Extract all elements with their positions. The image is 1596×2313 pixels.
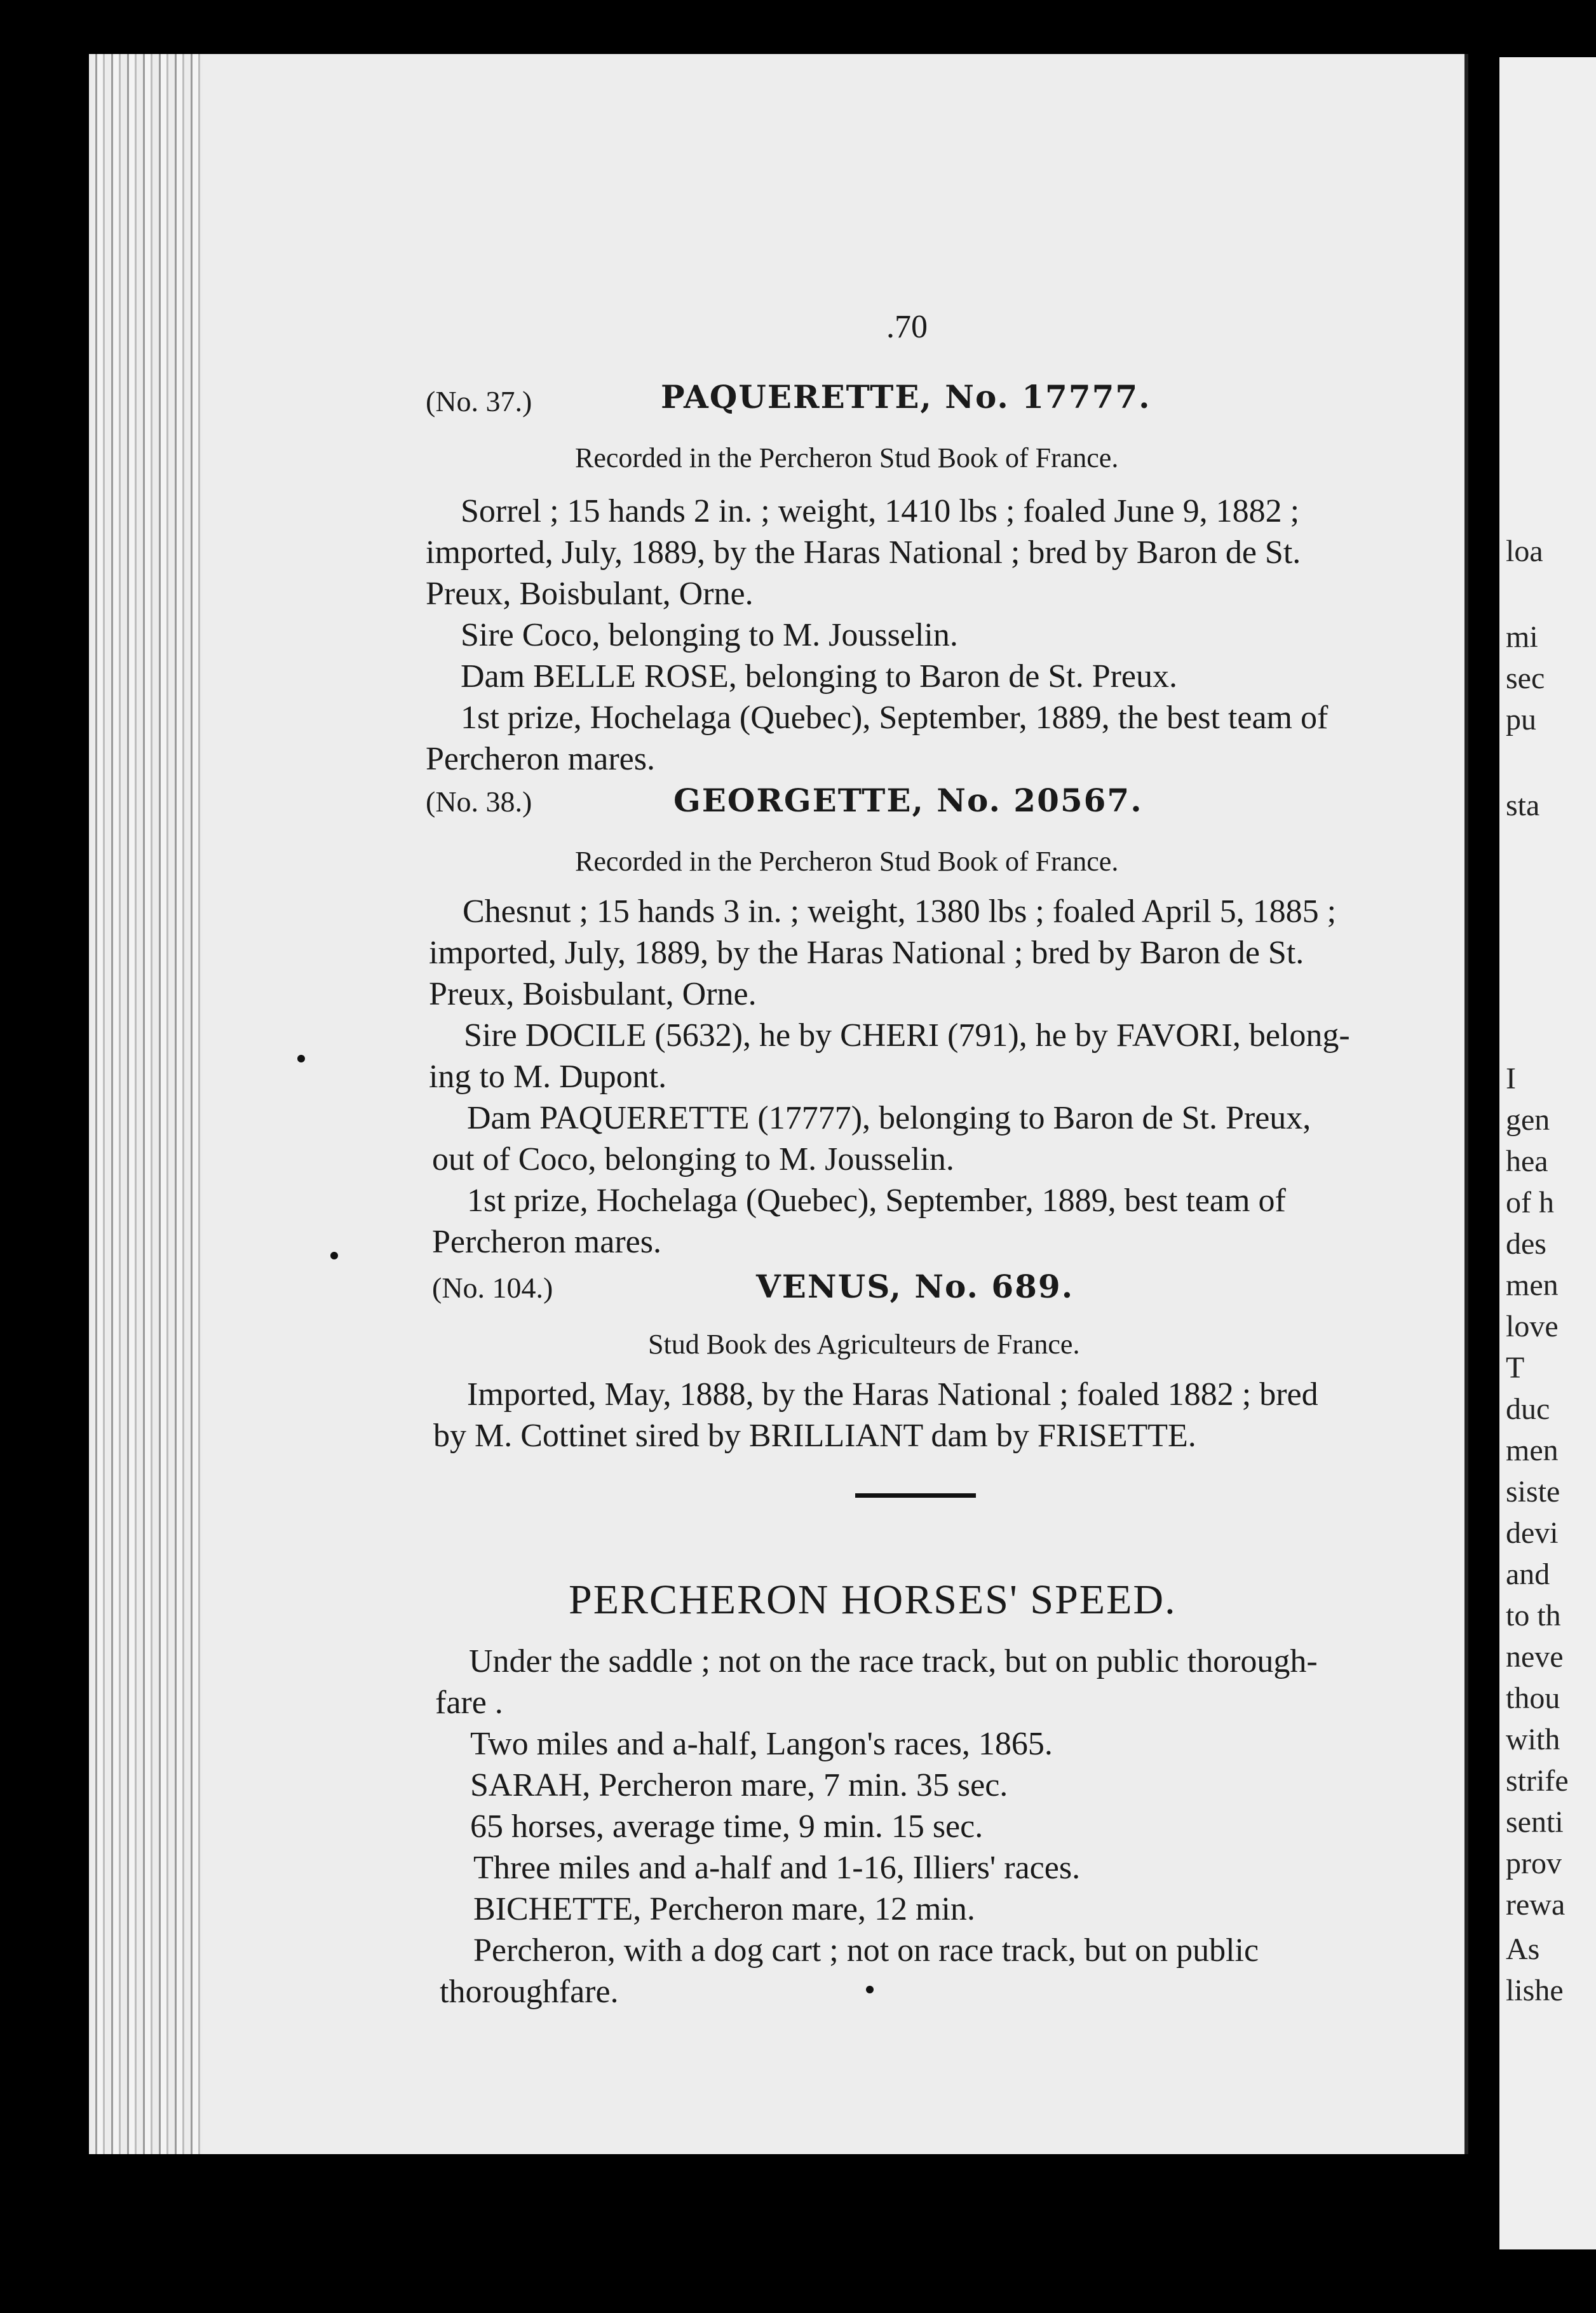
entry-line: Dam PAQUERETTE (17777), belonging to Baron de St. Preux, <box>467 1100 1311 1136</box>
entry-title: PAQUERETTE, No. 17777. <box>661 378 1151 416</box>
facing-page-edge <box>1499 57 1596 2249</box>
facing-page-fragment: with <box>1506 1723 1560 1756</box>
section-line: Three miles and a-half and 1-16, Illiers' races. <box>473 1850 1081 1886</box>
facing-page-fragment: devi <box>1506 1516 1559 1550</box>
facing-page-fragment: lishe <box>1506 1974 1564 2007</box>
entry-number: (No. 37.) <box>426 385 532 417</box>
facing-page-fragment: siste <box>1506 1475 1560 1509</box>
facing-page-fragment: neve <box>1506 1640 1564 1674</box>
facing-page-fragment: prov <box>1506 1847 1562 1880</box>
facing-page-fragment: senti <box>1506 1805 1564 1839</box>
facing-page-fragment: gen <box>1506 1103 1550 1137</box>
entry-line: Percheron mares. <box>432 1224 661 1260</box>
facing-page-fragment: of h <box>1506 1186 1554 1219</box>
facing-page-fragment: and <box>1506 1557 1550 1591</box>
facing-page-fragment: loa <box>1506 534 1543 568</box>
section-line: thoroughfare. <box>440 1974 619 2010</box>
facing-page-fragment: hea <box>1506 1144 1548 1178</box>
ink-speck <box>297 1055 305 1062</box>
section-line: Percheron, with a dog cart ; not on race track, but on public <box>473 1932 1259 1969</box>
entry-line: Chesnut ; 15 hands 3 in. ; weight, 1380 lbs ; foaled April 5, 1885 ; <box>463 893 1337 930</box>
facing-page-fragment: mi <box>1506 620 1538 654</box>
entry-number: (No. 38.) <box>426 785 532 818</box>
entry-line: Dam BELLE ROSE, belonging to Baron de St. Preux. <box>461 658 1178 695</box>
facing-page-fragment: men <box>1506 1434 1559 1467</box>
section-line: BICHETTE, Percheron mare, 12 min. <box>473 1891 975 1927</box>
entry-number: (No. 104.) <box>432 1272 553 1304</box>
page-number: .70 <box>886 309 928 345</box>
entry-line: out of Coco, belonging to M. Jousselin. <box>432 1141 954 1177</box>
section-line: Under the saddle ; not on the race track, but on public thorough- <box>469 1643 1318 1679</box>
section-line: SARAH, Percheron mare, 7 min. 35 sec. <box>470 1767 1008 1803</box>
entry-title: VENUS, No. 689. <box>756 1268 1074 1305</box>
entry-line: 1st prize, Hochelaga (Quebec), September, 1889, best team of <box>467 1183 1286 1219</box>
facing-page-fragment: love <box>1506 1310 1559 1343</box>
entry-subtitle: Recorded in the Percheron Stud Book of France. <box>575 846 1119 877</box>
entry-line: Percheron mares. <box>426 741 655 777</box>
entry-line: Sorrel ; 15 hands 2 in. ; weight, 1410 lbs ; foaled June 9, 1882 ; <box>461 493 1300 529</box>
facing-page-fragment: sta <box>1506 789 1540 822</box>
entry-line: imported, July, 1889, by the Haras National ; bred by Baron de St. <box>426 534 1301 571</box>
facing-page-fragment: strife <box>1506 1764 1569 1798</box>
facing-page-fragment: sec <box>1506 661 1545 695</box>
facing-page-fragment: duc <box>1506 1392 1550 1426</box>
entry-subtitle: Recorded in the Percheron Stud Book of France. <box>575 442 1119 473</box>
entry-line: Sire DOCILE (5632), he by CHERI (791), he by FAVORI, belong- <box>464 1017 1350 1054</box>
ink-speck <box>330 1252 338 1259</box>
entry-line: ing to M. Dupont. <box>429 1059 667 1095</box>
entry-line: by M. Cottinet sired by BRILLIANT dam by FRISETTE. <box>433 1418 1196 1454</box>
facing-page-fragment: pu <box>1506 703 1536 736</box>
entry-line: imported, July, 1889, by the Haras National ; bred by Baron de St. <box>429 935 1304 971</box>
section-title: PERCHERON HORSES' SPEED. <box>569 1577 1177 1623</box>
facing-page-fragment: rewa <box>1506 1888 1566 1922</box>
section-line: fare . <box>435 1685 503 1721</box>
facing-page-fragment: des <box>1506 1227 1546 1261</box>
entry-line: Preux, Boisbulant, Orne. <box>429 976 757 1012</box>
entry-line: Preux, Boisbulant, Orne. <box>426 576 754 612</box>
entry-title: GEORGETTE, No. 20567. <box>673 782 1143 819</box>
facing-page-fragment: T <box>1506 1351 1525 1385</box>
facing-page-fragment: thou <box>1506 1681 1560 1715</box>
section-line: 65 horses, average time, 9 min. 15 sec. <box>470 1808 984 1845</box>
entry-line: Sire Coco, belonging to M. Jousselin. <box>461 617 958 653</box>
facing-page-fragment: I <box>1506 1062 1516 1095</box>
section-divider <box>855 1493 976 1498</box>
facing-page-fragment: As <box>1506 1932 1540 1966</box>
facing-page-fragment: to th <box>1506 1599 1561 1632</box>
entry-line: 1st prize, Hochelaga (Quebec), September, 1889, the best team of <box>461 700 1329 736</box>
entry-line: Imported, May, 1888, by the Haras National ; foaled 1882 ; bred <box>467 1376 1318 1413</box>
ink-speck <box>866 1986 874 1993</box>
entry-subtitle: Stud Book des Agriculteurs de France. <box>648 1329 1080 1360</box>
facing-page-fragment: men <box>1506 1268 1559 1302</box>
book-page <box>203 54 1468 2154</box>
book-page-edges <box>89 54 216 2154</box>
section-line: Two miles and a-half, Langon's races, 1865. <box>470 1726 1053 1762</box>
